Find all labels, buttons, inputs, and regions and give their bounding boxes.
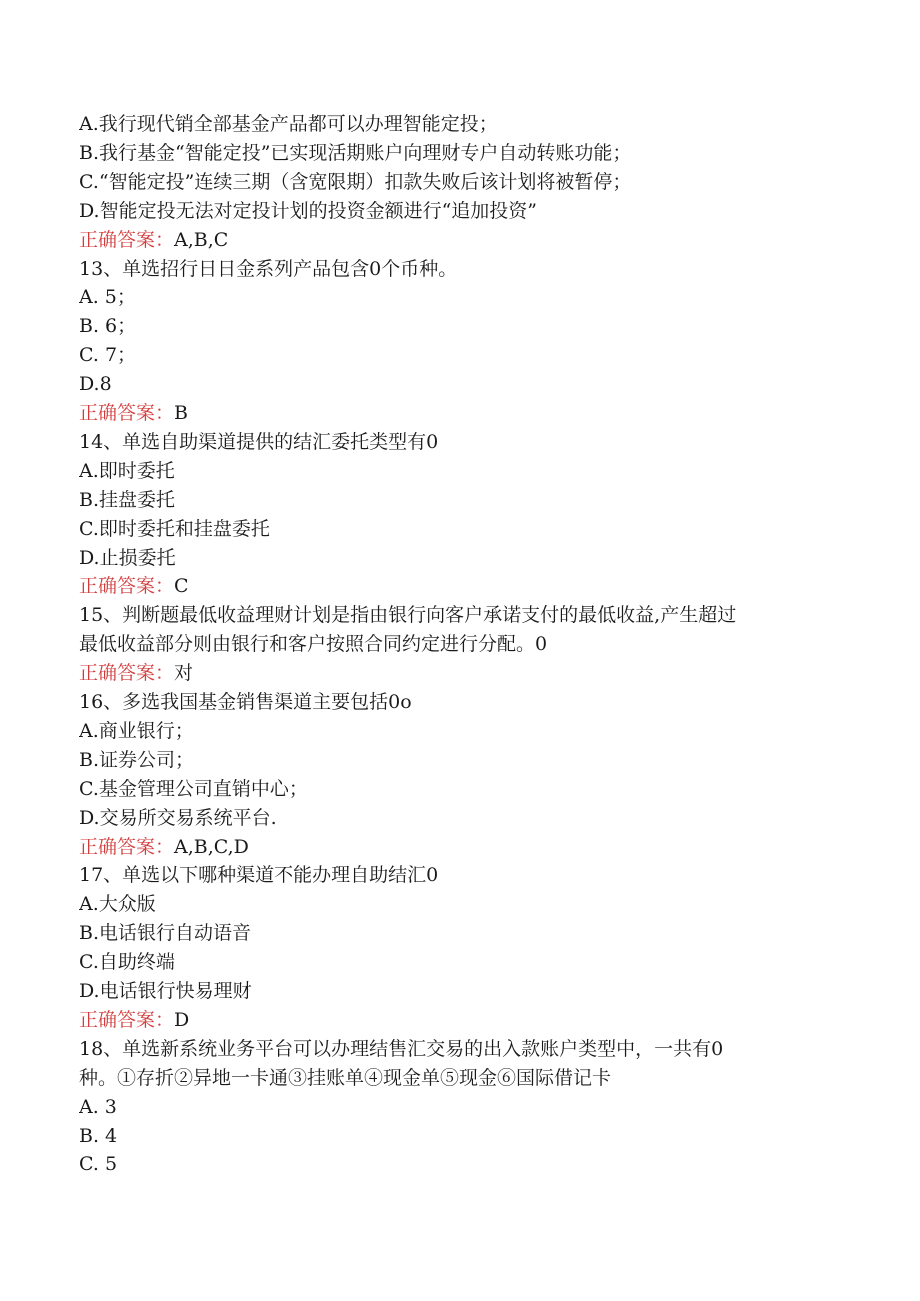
question-text: 最低收益部分则由银行和客户按照合同约定进行分配。0 — [79, 633, 548, 656]
answer-value: A,B,C,D — [174, 835, 249, 858]
question-text: 16、多选我国基金销售渠道主要包括0o — [79, 691, 412, 713]
option-text: D.8 — [79, 373, 112, 396]
question-text: 13、单选招行日日金系列产品包含0个币种。 — [79, 257, 458, 280]
option-text: D.电话银行快易理财 — [79, 980, 252, 1002]
answer-label: 正确答案： — [79, 575, 175, 598]
answer-value: D — [174, 1008, 190, 1031]
correct-answer — [79, 659, 860, 688]
answer-value: C — [174, 575, 189, 598]
option-text: B.电话银行自动语音 — [79, 922, 252, 945]
answer-label: 正确答案： — [79, 402, 175, 424]
option-text: B.挂盘委托 — [79, 488, 176, 511]
question-text: 18、单选新系统业务平台可以办理结售汇交易的出入款账户类型中，一共有0 — [79, 1037, 724, 1060]
correct-answer — [79, 833, 860, 862]
option-text: B.证券公司； — [79, 748, 195, 771]
answer-label: 正确答案： — [79, 835, 175, 858]
answer-value: A,B,C — [174, 228, 229, 251]
question-text: 17、单选以下哪种渠道不能办理自助结汇0 — [79, 864, 439, 887]
option-text: B. 4 — [79, 1124, 118, 1147]
correct-answer — [79, 226, 860, 255]
option-text: A. 5； — [79, 286, 136, 309]
correct-answer — [79, 399, 860, 428]
option-text: A.商业银行； — [79, 719, 194, 742]
answer-label: 正确答案： — [79, 662, 175, 685]
answer-label: 正确答案： — [79, 228, 175, 251]
option-text: D.止损委托 — [79, 546, 176, 569]
option-text: A.我行现代销全部基金产品都可以办理智能定投； — [79, 113, 498, 135]
option-text: D.交易所交易系统平台. — [79, 806, 277, 829]
option-text: C.自助终端 — [79, 951, 175, 974]
option-text: A.即时委托 — [79, 459, 175, 482]
option-text: D.智能定投无法对定投计划的投资金额进行“追加投资” — [79, 199, 538, 222]
question-text: 种。①存折②异地一卡通③挂账单④现金单⑤现金⑥国际借记卡 — [79, 1066, 612, 1089]
option-text: A.大众版 — [79, 893, 156, 916]
answer-value: 对 — [174, 662, 194, 685]
option-text: C. 5 — [79, 1153, 118, 1176]
option-text: B. 6； — [79, 315, 137, 338]
question-text: 14、单选自助渠道提供的结汇委托类型有0 — [79, 430, 439, 453]
option-text: C.“智能定投”连续三期（含宽限期）扣款失败后该计划将被暂停； — [79, 170, 632, 193]
option-text: B.我行基金“智能定投”已实现活期账户向理财专户自动转账功能； — [79, 141, 632, 164]
option-text: C. 7； — [79, 344, 137, 367]
correct-answer — [79, 1006, 860, 1035]
option-text: C.基金管理公司直销中心； — [79, 777, 308, 800]
option-text: C.即时委托和挂盘委托 — [79, 517, 270, 540]
correct-answer — [79, 572, 860, 601]
question-text: 15、判断题最低收益理财计划是指由银行向客户承诺支付的最低收益,产生超过 — [79, 604, 737, 627]
answer-value: B — [174, 402, 188, 424]
option-text: A. 3 — [79, 1095, 117, 1118]
answer-label: 正确答案： — [79, 1008, 175, 1031]
